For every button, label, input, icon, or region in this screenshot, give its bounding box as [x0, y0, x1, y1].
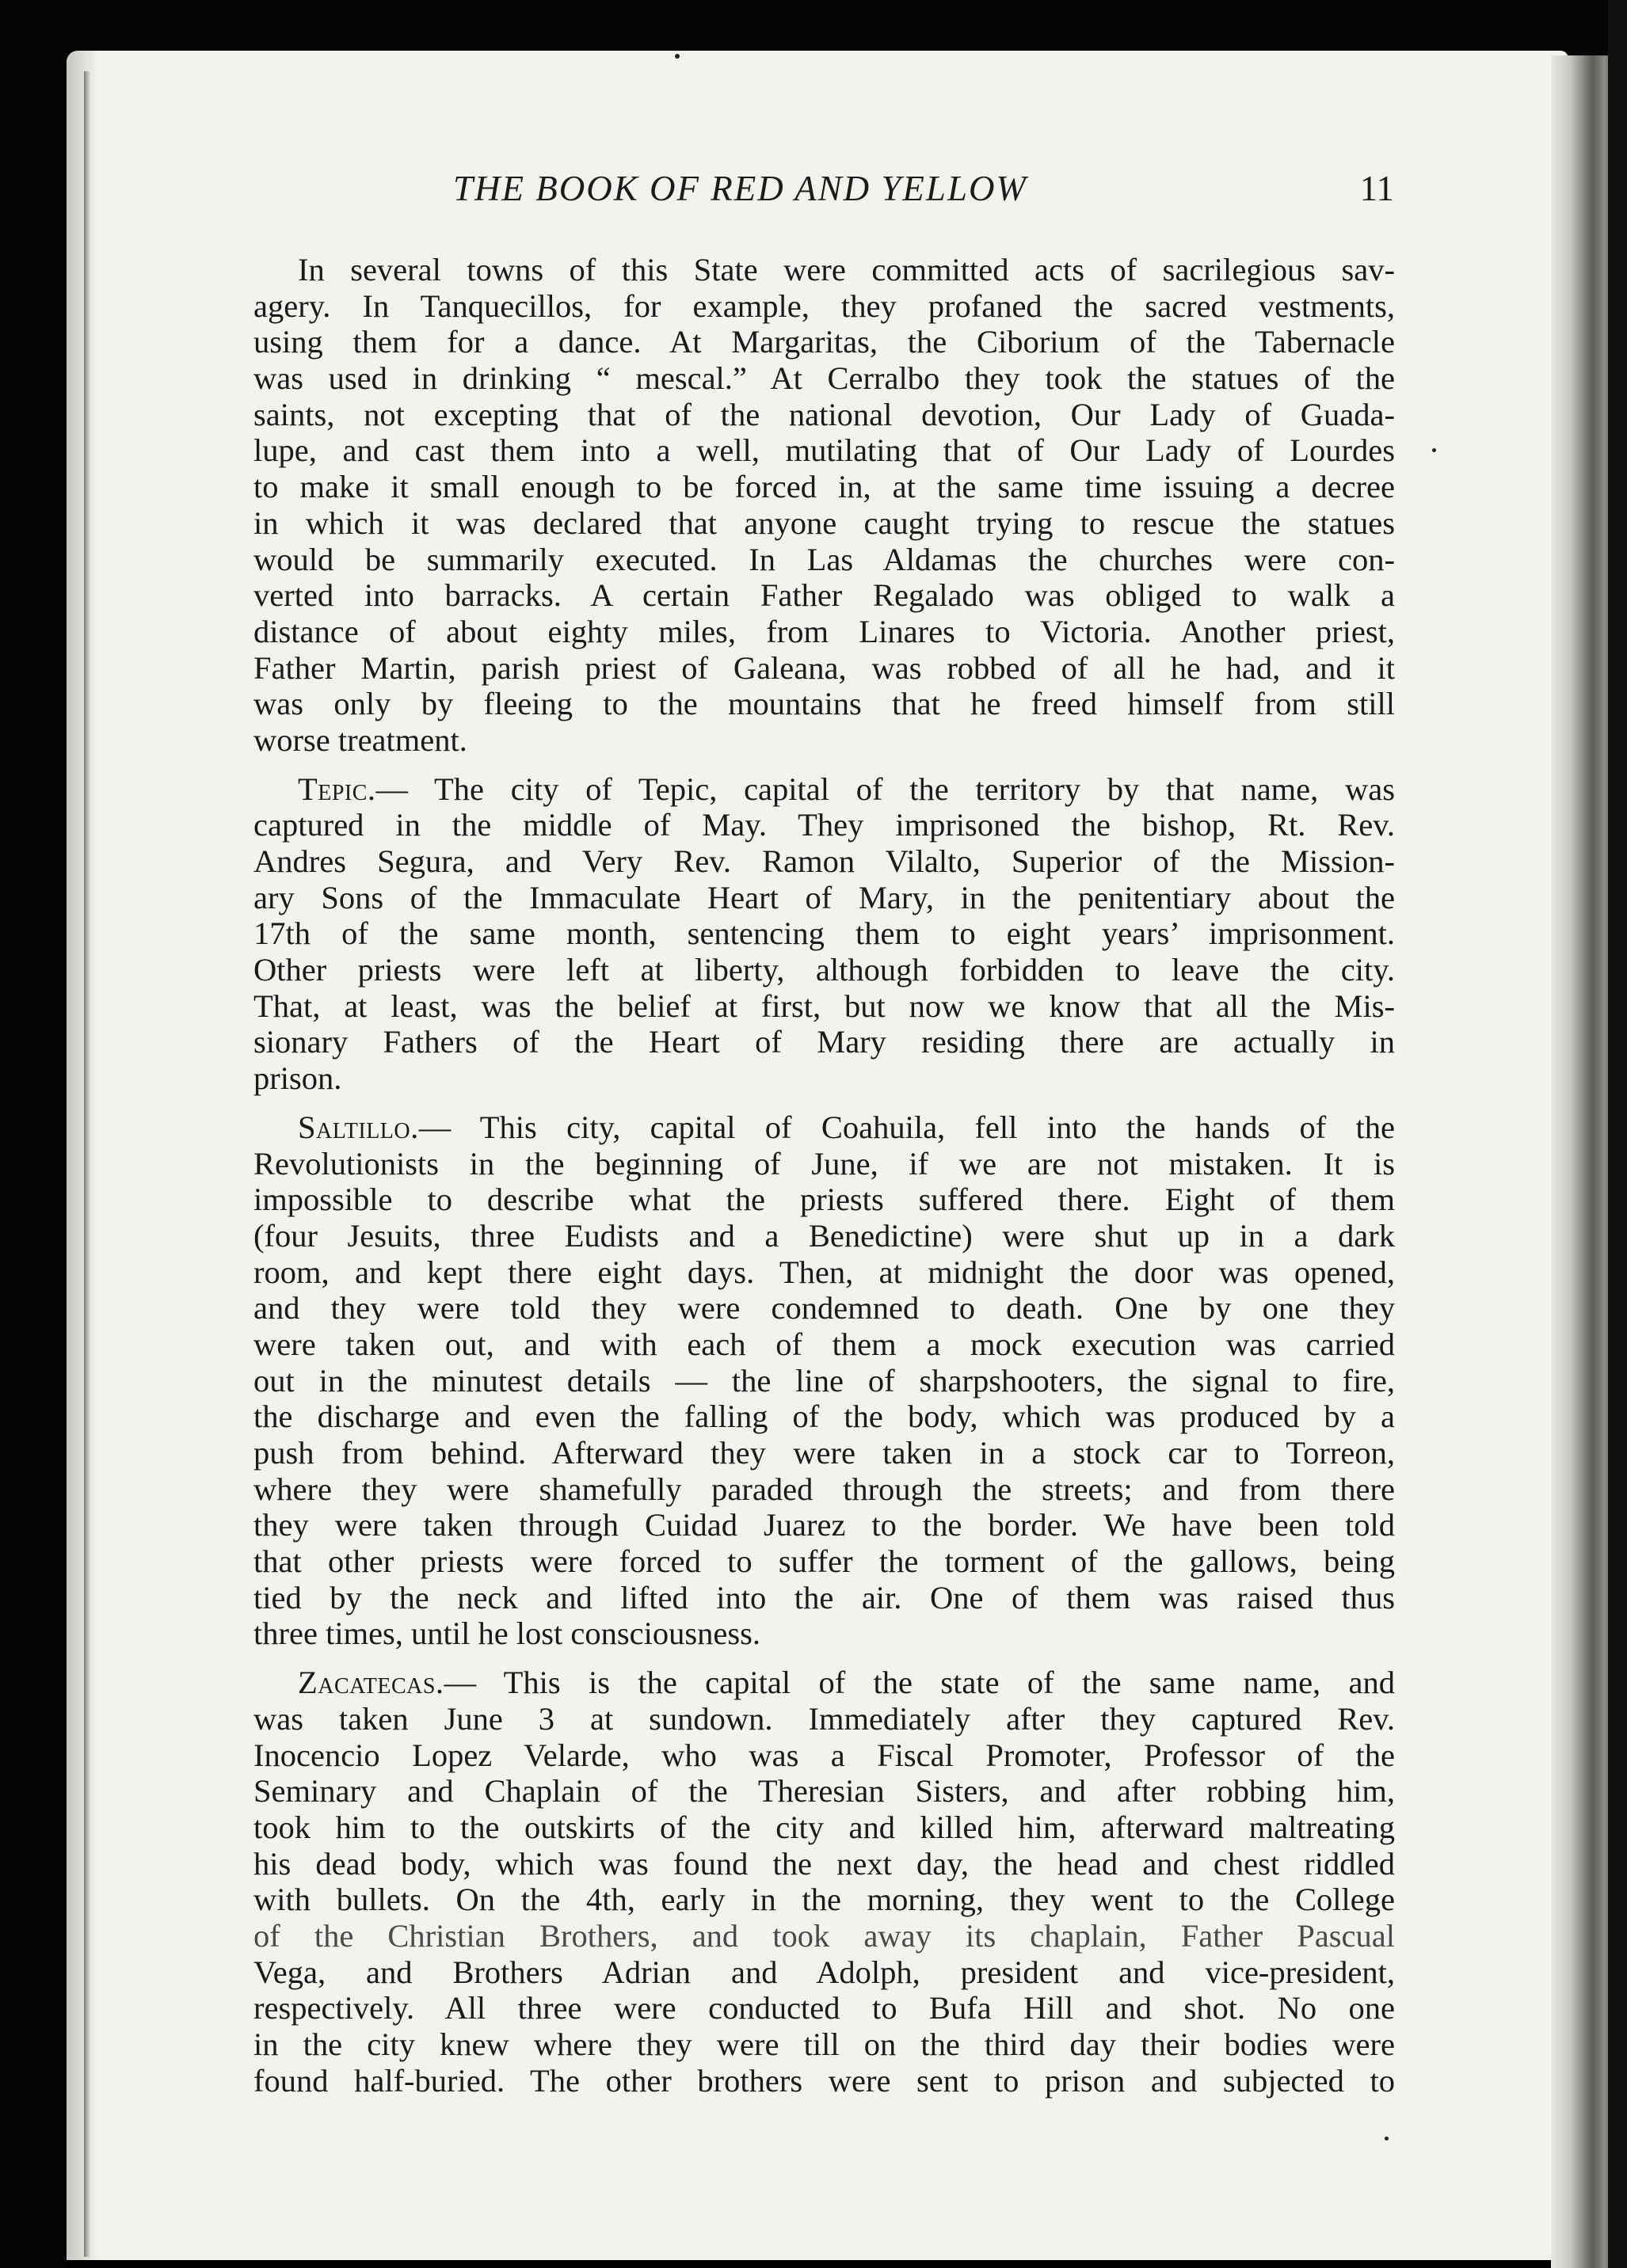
text-line: sionary Fathers of the Heart of Mary residing there are actually in	[253, 1024, 1395, 1060]
text-line: using them for a dance. At Margaritas, the Ciborium of the Tabernacle	[253, 324, 1395, 360]
paragraph-saltillo	[253, 1109, 1395, 1652]
page-number: 11	[1359, 169, 1394, 208]
text-line: verted into barracks. A certain Father Regalado was obliged to walk a	[253, 577, 1395, 614]
text-line: were taken out, and with each of them a mock execution was carried	[253, 1326, 1395, 1362]
binding-edge	[84, 71, 90, 2257]
text-line: room, and kept there eight days. Then, at midnight the door was opened,	[253, 1254, 1395, 1290]
text-line: That, at least, was the belief at first, but now we know that all the Mis-	[253, 987, 1395, 1024]
text-line: Seminary and Chaplain of the Theresian Sisters, and after robbing him,	[253, 1773, 1395, 1809]
text-line: was only by fleeing to the mountains that he freed himself from still	[253, 686, 1395, 722]
text-line: to make it small enough to be forced in, at the same time issuing a decree	[253, 469, 1395, 505]
text-line: was used in drinking “ mescal.” At Cerralbo they took the statues of the	[253, 360, 1395, 397]
text-line: three times, until he lost consciousness.	[253, 1615, 761, 1652]
text-line: found half-buried. The other brothers were sent to prison and subjected to	[253, 2062, 1395, 2099]
text-line: worse treatment.	[253, 721, 467, 758]
paragraph	[253, 252, 1395, 759]
text-line: and they were told they were condemned to death. One by one they	[253, 1290, 1395, 1326]
text-line: the discharge and even the falling of the body, which was produced by a	[253, 1398, 1395, 1435]
body-text	[253, 252, 1395, 2099]
scan-right-margin	[1608, 0, 1627, 2268]
text-fragment: — The city of Tepic, capital of the territory by that name, was	[375, 771, 1395, 807]
text-line: tied by the neck and lifted into the air. One of them was raised thus	[253, 1579, 1395, 1615]
text-line: Revolutionists in the beginning of June, if we are not mistaken. It is	[253, 1145, 1395, 1182]
text-line	[253, 771, 1395, 808]
scan-left-margin	[0, 0, 67, 2268]
paragraph-tepic	[253, 771, 1395, 1097]
running-title: THE BOOK OF RED AND YELLOW	[453, 169, 1027, 208]
text-line: respectively. All three were conducted to Bufa Hill and shot. No one	[253, 1990, 1395, 2026]
text-line: Other priests were left at liberty, although forbidden to leave the city.	[253, 952, 1395, 988]
text-line: took him to the outskirts of the city and killed him, afterward maltreating	[253, 1809, 1395, 1845]
text-fragment: — This city, capital of Coahuila, fell into the hands of the	[418, 1109, 1395, 1145]
section-heading-saltillo: Saltillo.	[298, 1109, 419, 1145]
text-line: in which it was declared that anyone caught trying to rescue the statues	[253, 504, 1395, 541]
text-line: his dead body, which was found the next day, the head and chest riddled	[253, 1845, 1395, 1882]
scan-speck	[1432, 448, 1436, 452]
text-line: of the Christian Brothers, and took away its chaplain, Father Pascual	[253, 1917, 1395, 1954]
scan-speck	[675, 54, 680, 59]
text-line: out in the minutest details — the line of sharpshooters, the signal to fire,	[253, 1362, 1395, 1398]
running-header	[253, 168, 1394, 220]
text-line: Inocencio Lopez Velarde, who was a Fiscal Promoter, Professor of the	[253, 1737, 1395, 1773]
scan-speck	[1385, 2137, 1389, 2141]
text-line: push from behind. Afterward they were taken in a stock car to Torreon,	[253, 1435, 1395, 1471]
text-line: ary Sons of the Immaculate Heart of Mary, in the penitentiary about the	[253, 879, 1395, 915]
text-line: Vega, and Brothers Adrian and Adolph, president and vice-president,	[253, 1954, 1395, 1990]
text-line	[253, 1665, 1395, 1701]
text-line: 17th of the same month, sentencing them to eight years’ imprisonment.	[253, 915, 1395, 952]
text-line: that other priests were forced to suffer the torment of the gallows, being	[253, 1543, 1395, 1580]
text-line: would be summarily executed. In Las Aldamas the churches were con-	[253, 541, 1395, 577]
text-line: distance of about eighty miles, from Linares to Victoria. Another priest,	[253, 613, 1395, 649]
text-line: captured in the middle of May. They imprisoned the bishop, Rt. Rev.	[253, 807, 1395, 843]
text-line: lupe, and cast them into a well, mutilating that of Our Lady of Lourdes	[253, 432, 1395, 469]
text-line: they were taken through Cuidad Juarez to the border. We have been told	[253, 1507, 1395, 1543]
page-gutter-shadow	[67, 51, 98, 2260]
text-line: with bullets. On the 4th, early in the morning, they went to the College	[253, 1882, 1395, 1918]
text-fragment: — This is the capital of the state of the same name, and	[444, 1665, 1395, 1701]
text-line: was taken June 3 at sundown. Immediately after they captured Rev.	[253, 1700, 1395, 1737]
text-line: agery. In Tanquecillos, for example, they profaned the sacred vestments,	[253, 287, 1395, 324]
text-line: where they were shamefully paraded through the streets; and from there	[253, 1471, 1395, 1507]
text-line: Andres Segura, and Very Rev. Ramon Vilalto, Superior of the Mission-	[253, 843, 1395, 879]
section-heading-zacatecas: Zacatecas.	[298, 1665, 444, 1701]
text-line: saints, not excepting that of the national devotion, Our Lady of Guada-	[253, 396, 1395, 432]
text-line: In several towns of this State were committed acts of sacrilegious sav-	[298, 252, 1395, 287]
section-heading-tepic: Tepic.	[298, 771, 376, 807]
text-line: (four Jesuits, three Eudists and a Benedictine) were shut up in a dark	[253, 1217, 1395, 1254]
paragraph-zacatecas	[253, 1665, 1395, 2099]
text-line: impossible to describe what the priests suffered there. Eight of them	[253, 1182, 1395, 1218]
text-line	[253, 1109, 1395, 1146]
text-line: Father Martin, parish priest of Galeana, was robbed of all he had, and it	[253, 649, 1395, 686]
text-line: prison.	[253, 1060, 342, 1097]
text-line: in the city knew where they were till on the third day their bodies were	[253, 2026, 1395, 2062]
